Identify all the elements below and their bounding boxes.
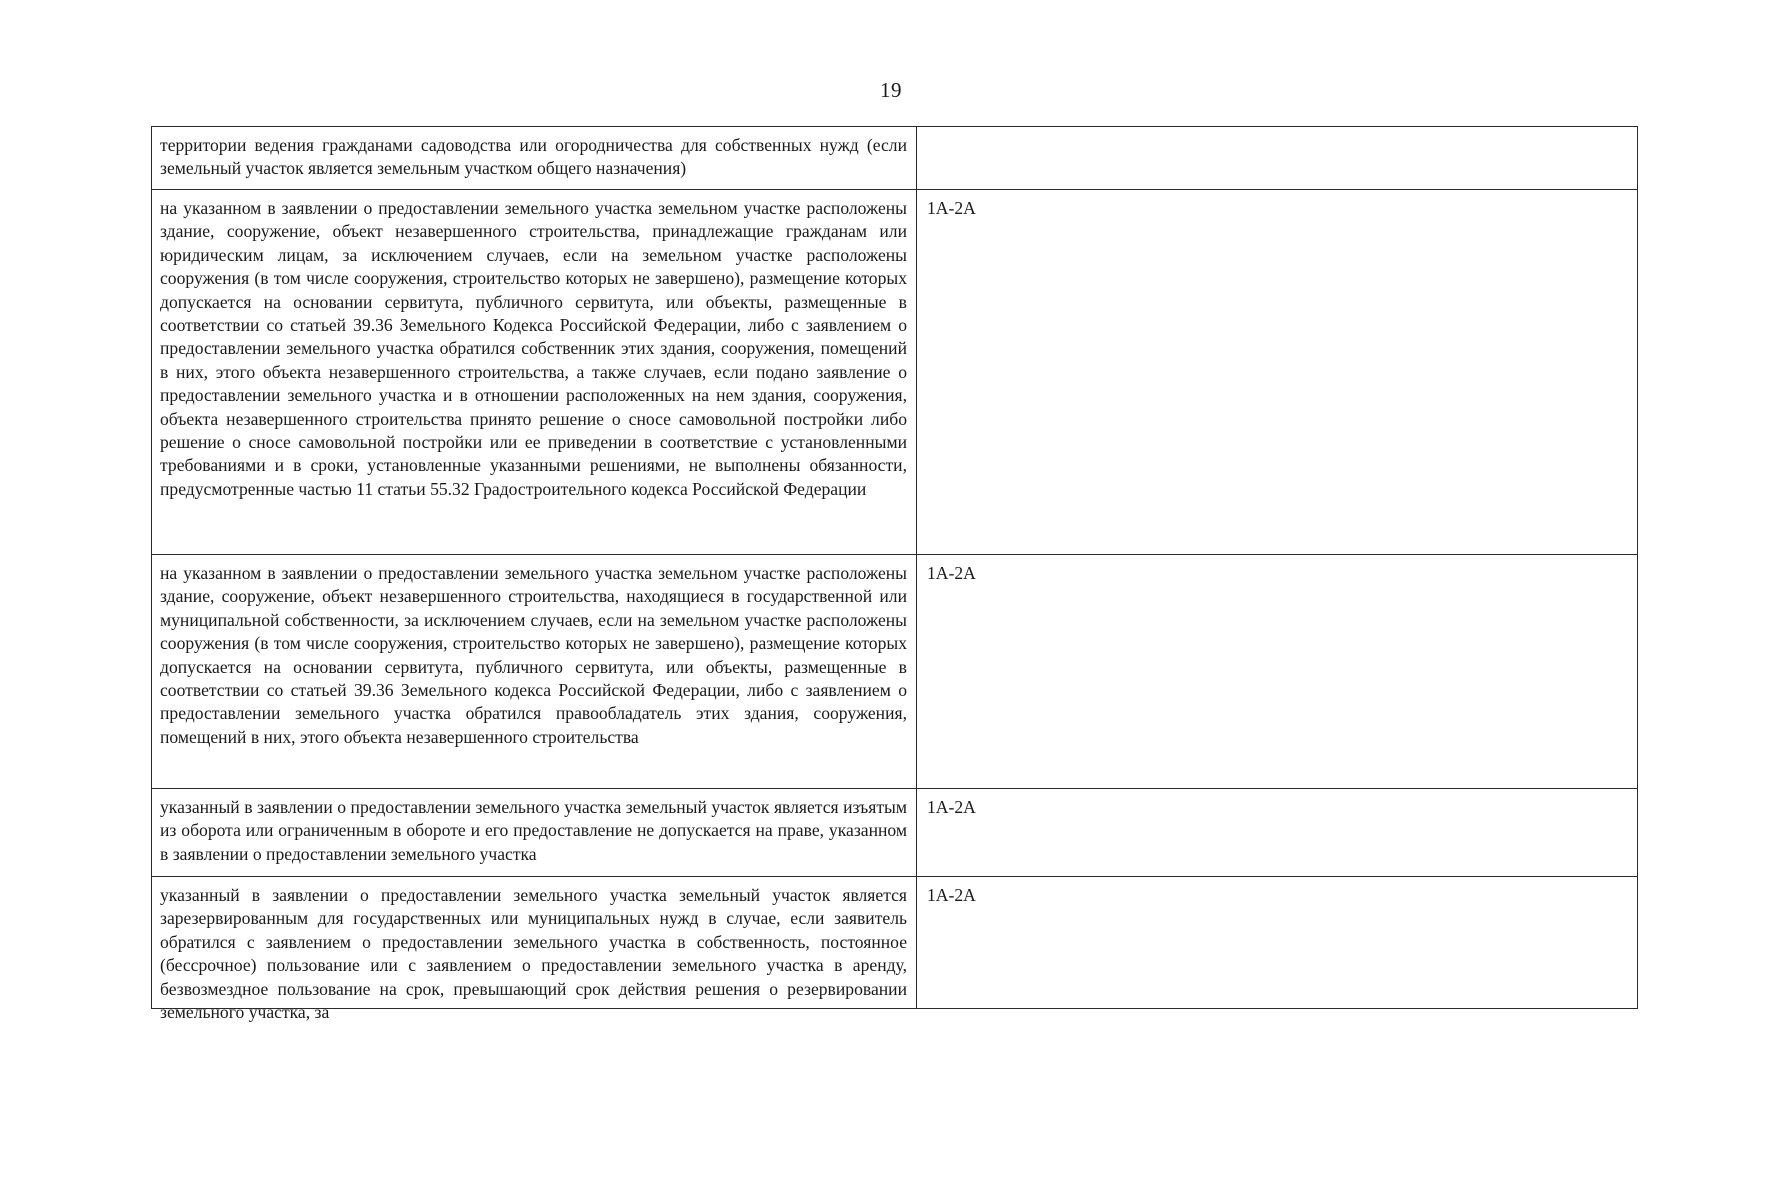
table-row bbox=[152, 190, 1638, 555]
row-description-cell bbox=[152, 877, 917, 1023]
row-code: 1А-2А bbox=[917, 555, 1638, 789]
row-code: 1А-2А bbox=[917, 789, 1638, 877]
row-description: указанный в заявлении о предоставлении земельного участка земельный участок является зарезервированным для государственных или муниципальных нужд в случае, если заявитель обратился с заявлением о предоставлении земельного участка в собственность, постоянное (бессрочное) пользование или с заявлением о предоставлении земельного участка в аренду, безвозмездное пользование на срок, превышающий срок действия решения о резервировании земельного участка, за bbox=[160, 885, 907, 1023]
row-description: указанный в заявлении о предоставлении земельного участка земельный участок является изъятым из оборота или ограниченным в обороте и его предоставление не допускается на праве, указанном в заявлении о предоставлении земельного участка bbox=[152, 789, 917, 877]
row-description: территории ведения гражданами садоводства или огородничества для собственных нужд (если земельный участок является земельным участком общего назначения) bbox=[152, 127, 917, 190]
table-row bbox=[152, 877, 1638, 1009]
table-row bbox=[152, 555, 1638, 789]
row-code bbox=[917, 127, 1638, 190]
conditions-table bbox=[151, 126, 1638, 1023]
page-number: 19 bbox=[880, 78, 902, 102]
table-row bbox=[152, 789, 1638, 877]
row-description: на указанном в заявлении о предоставлении земельного участка земельном участке расположены здание, сооружение, объект незавершенного строительства, принадлежащие гражданам или юридическим лицам, за исключением случаев, если на земельном участке расположены сооружения (в том числе сооружения, строительство которых не завершено), размещение которых допускается на основании сервитута, публичного сервитута, или объекты, размещенные в соответствии со статьей 39.36 Земельного Кодекса Российской Федерации, либо с заявлением о предоставлении земельного участка обратился собственник этих здания, сооружения, помещений в них, этого объекта незавершенного строительства, а также случаев, если подано заявление о предоставлении земельного участка и в отношении расположенных на нем здания, сооружения, объекта незавершенного строительства принято решение о сносе самовольной постройки либо решение о сносе самовольной постройки или ее приведении в соответствие с установленными требованиями и в сроки, установленные указанными решениями, не выполнены обязанности, предусмотренные частью 11 статьи 55.32 Градостроительного кодекса Российской Федерации bbox=[152, 190, 917, 555]
row-code: 1А-2А bbox=[917, 877, 1638, 1009]
row-description: на указанном в заявлении о предоставлении земельного участка земельном участке расположены здание, сооружение, объект незавершенного строительства, находящиеся в государственной или муниципальной собственности, за исключением случаев, если на земельном участке расположены сооружения (в том числе сооружения, строительство которых не завершено), размещение которых допускается на основании сервитута, публичного сервитута, или объекты, размещенные в соответствии со статьей 39.36 Земельного кодекса Российской Федерации, либо с заявлением о предоставлении земельного участка обратился правообладатель этих здания, сооружения, помещений в них, этого объекта незавершенного строительства bbox=[152, 555, 917, 789]
table-row bbox=[152, 127, 1638, 190]
row-code: 1А-2А bbox=[917, 190, 1638, 555]
